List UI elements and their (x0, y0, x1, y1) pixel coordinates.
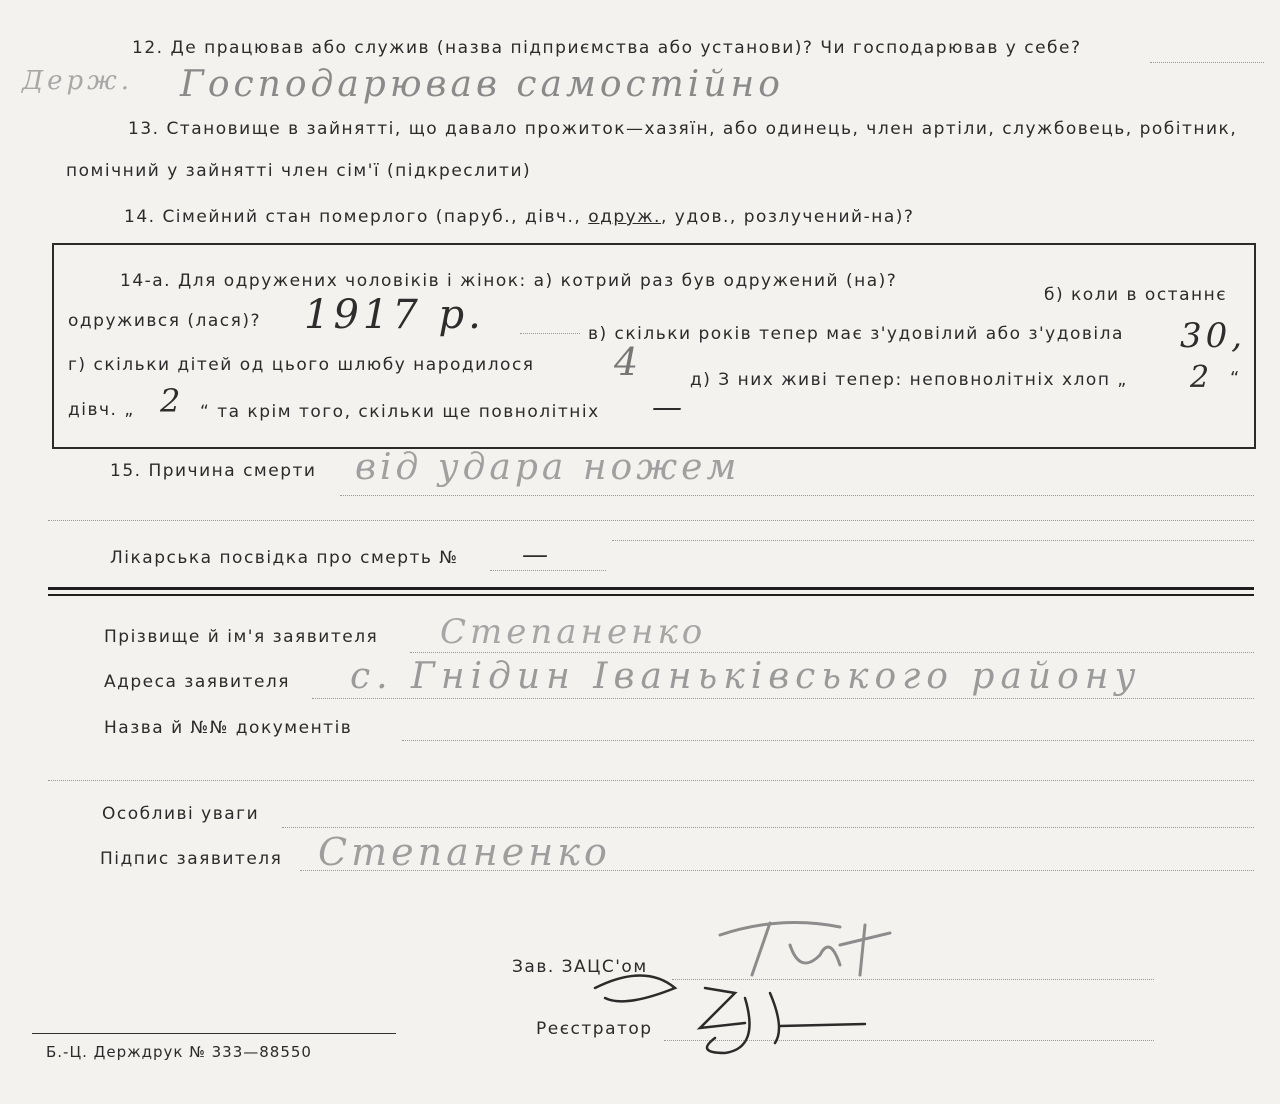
margin-note: Держ. (22, 66, 133, 96)
q13-label-line1: 13. Становище в зайнятті, що давало прожиток—хазяїн, або одинець, член артіли, службовець, робітник, (128, 119, 1238, 139)
documents-dotted-line-2 (48, 780, 1254, 781)
q14-label (124, 207, 914, 227)
notes-label: Особливі уваги (102, 804, 260, 824)
q14a-line2-label: одружився (лася)? (68, 311, 262, 331)
applicant-name-label: Прізвище й ім'я заявителя (104, 627, 379, 647)
applicant-address-dotted-line (312, 698, 1254, 699)
documents-label: Назва й №№ документів (104, 718, 353, 738)
head-zags-label: Зав. ЗАЦС'ом (512, 957, 648, 977)
registrar-signature (585, 968, 875, 1063)
q14a-line4-rest: “ та крім того, скільки ще повнолітніх (200, 402, 600, 422)
q13-label-line2: помічний у зайнятті член сім'ї (підкреслити) (66, 161, 532, 181)
q14a-dotted-line (520, 333, 580, 334)
minor-girls: 2 (160, 382, 185, 420)
minor-boys-quote: “ (1230, 368, 1241, 389)
q15-dotted-line-2 (48, 520, 1254, 521)
q12-answer: Господарював самостійно (180, 64, 784, 105)
divider-rule-top (48, 587, 1254, 590)
q12-label: 12. Де працював або служив (назва підприємства або установи)? Чи господарював у себе? (132, 38, 1082, 58)
signature-dotted-line (300, 870, 1254, 871)
married-year: 1917 р. (304, 292, 485, 338)
adults-count: — (652, 390, 686, 425)
q14-married-underlined: одруж. (588, 207, 661, 227)
registrar-label: Реєстратор (536, 1019, 653, 1039)
q15-answer: від удара ножем (355, 447, 741, 488)
q12-dotted-line (1150, 62, 1264, 63)
applicant-signature: Степаненко (318, 830, 611, 874)
q15-dotted-line-1 (340, 495, 1254, 496)
applicant-name-dotted-line (410, 652, 1254, 653)
q14a-line3-d: д) З них живі тепер: неповнолітніх хлоп „ (690, 370, 1128, 390)
q14a-line1: 14-а. Для одружених чоловіків і жінок: а) котрий раз був одружений (на)? (120, 271, 898, 291)
signature-label: Підпис заявителя (100, 849, 283, 869)
medical-dotted-line-2 (612, 540, 1254, 541)
medical-dotted-line (490, 570, 606, 571)
printer-imprint: Б.-Ц. Держдрук № 333—88550 (46, 1043, 312, 1061)
footer-rule (32, 1033, 396, 1034)
children-born: 4 (614, 340, 643, 384)
q15-label: 15. Причина смерти (110, 461, 317, 481)
q14a-line2-v: в) скільки років тепер має з'удовілий або з'удовіла (588, 324, 1124, 344)
medical-value: — (522, 540, 552, 570)
q14-prefix: 14. Сімейний стан померлого (паруб., дівч., (124, 207, 589, 227)
applicant-name-value: Степаненко (440, 612, 707, 652)
medical-label: Лікарська посвідка про смерть № (110, 548, 459, 568)
q14a-line3-g: г) скільки дітей од цього шлюбу народилося (68, 355, 535, 375)
minor-boys: 2 (1190, 360, 1214, 395)
applicant-address-value: с. Гнідин Іваньківського району (350, 656, 1142, 697)
notes-dotted-line (282, 827, 1254, 828)
applicant-address-label: Адреса заявителя (104, 672, 291, 692)
divider-rule-bottom (48, 594, 1254, 596)
q14a-line1-b: б) коли в останнє (1044, 285, 1228, 305)
q14a-line4-label: дівч. „ (68, 400, 135, 420)
documents-dotted-line-1 (402, 740, 1254, 741)
q14-suffix: , удов., розлучений-на)? (660, 207, 915, 227)
widowed-years: 30, (1180, 316, 1247, 356)
